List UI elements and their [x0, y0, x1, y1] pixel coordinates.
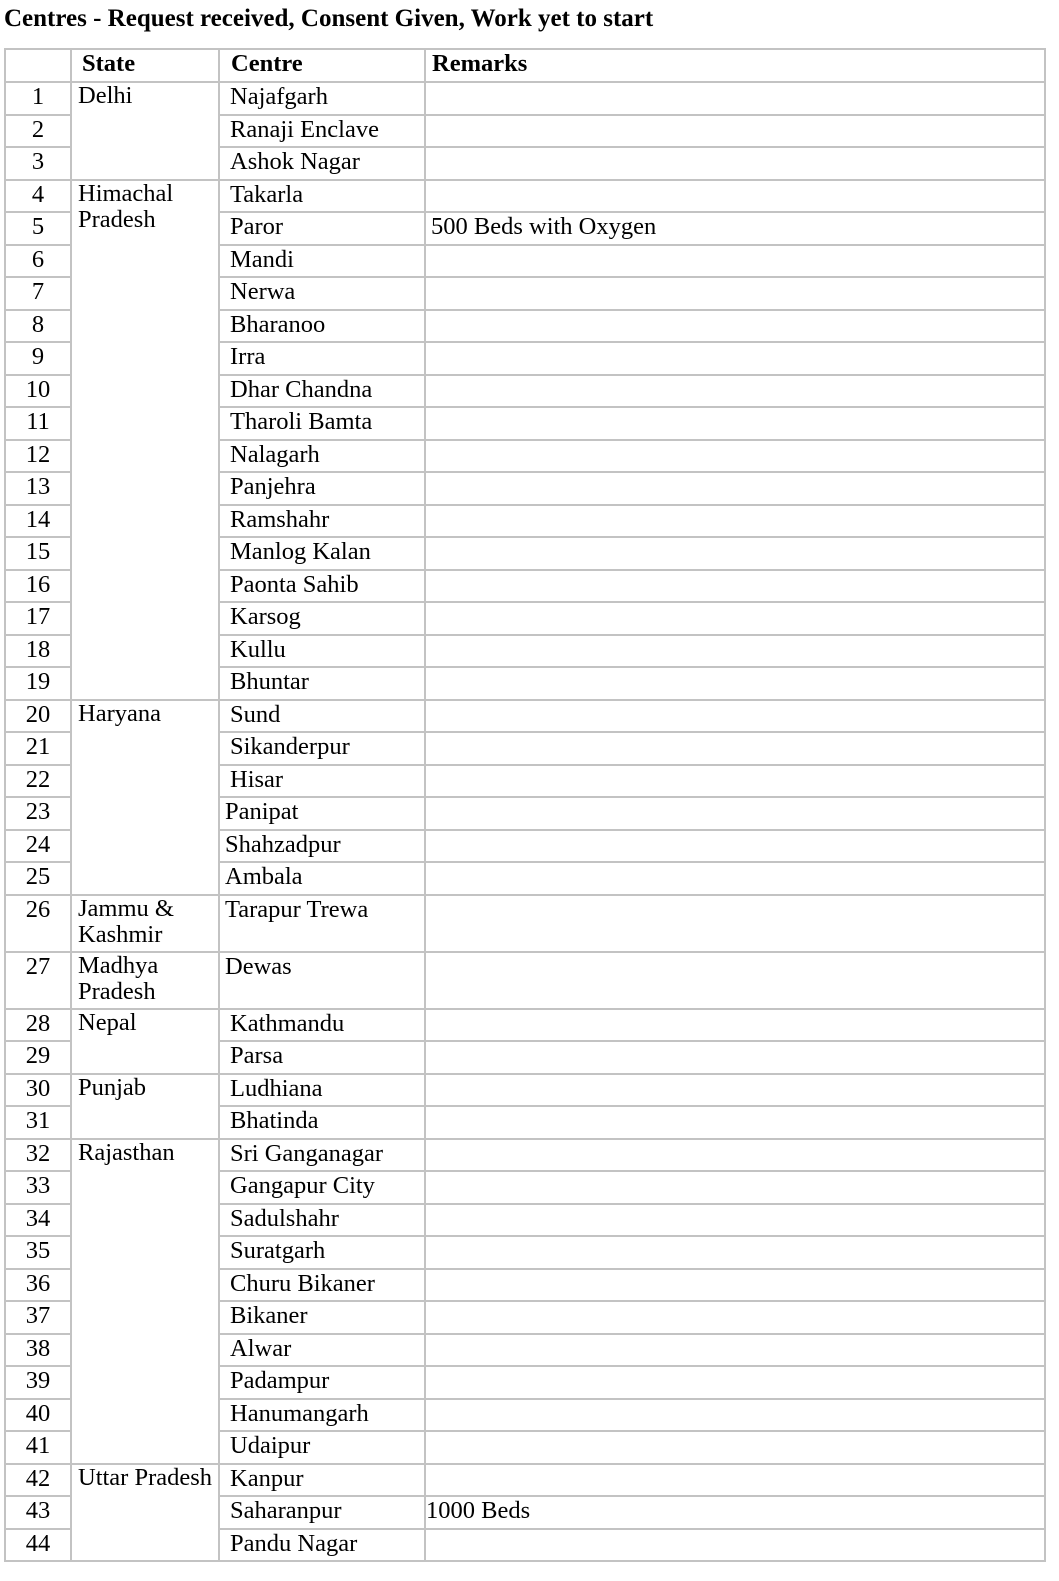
remarks-cell [425, 1301, 1045, 1334]
row-number: 2 [5, 115, 71, 148]
remarks-cell [425, 830, 1045, 863]
centre-cell: Ranaji Enclave [219, 115, 425, 148]
table-row [5, 1009, 1045, 1042]
row-number: 20 [5, 700, 71, 733]
header-centre: Centre [219, 49, 425, 82]
centre-cell: Ambala [219, 862, 425, 895]
state-cell: Himachal Pradesh [71, 180, 219, 700]
row-number: 18 [5, 635, 71, 668]
state-cell: Punjab [71, 1074, 219, 1139]
row-number: 36 [5, 1269, 71, 1302]
centre-cell: Paror [219, 212, 425, 245]
row-number: 6 [5, 245, 71, 278]
centre-cell: Ashok Nagar [219, 147, 425, 180]
row-number: 33 [5, 1171, 71, 1204]
row-number: 43 [5, 1496, 71, 1529]
row-number: 44 [5, 1529, 71, 1562]
centre-cell: Nerwa [219, 277, 425, 310]
row-number: 5 [5, 212, 71, 245]
centre-cell: Kanpur [219, 1464, 425, 1497]
remarks-cell [425, 1171, 1045, 1204]
centre-cell: Bhuntar [219, 667, 425, 700]
centre-cell: Karsog [219, 602, 425, 635]
remarks-cell [425, 1009, 1045, 1042]
remarks-cell [425, 1269, 1045, 1302]
row-number: 39 [5, 1366, 71, 1399]
row-number: 37 [5, 1301, 71, 1334]
centre-cell: Bharanoo [219, 310, 425, 343]
centre-cell: Panipat [219, 797, 425, 830]
row-number: 32 [5, 1139, 71, 1172]
remarks-cell [425, 700, 1045, 733]
row-number: 10 [5, 375, 71, 408]
remarks-cell: 1000 Beds [425, 1496, 1045, 1529]
remarks-cell [425, 1074, 1045, 1107]
remarks-cell [425, 245, 1045, 278]
centre-cell: Parsa [219, 1041, 425, 1074]
remarks-cell [425, 895, 1045, 952]
row-number: 42 [5, 1464, 71, 1497]
remarks-cell [425, 732, 1045, 765]
state-cell: Madhya Pradesh [71, 952, 219, 1009]
remarks-cell [425, 667, 1045, 700]
table-row [5, 1139, 1045, 1172]
row-number: 26 [5, 895, 71, 952]
remarks-cell: 500 Beds with Oxygen [425, 212, 1045, 245]
row-number: 16 [5, 570, 71, 603]
remarks-cell [425, 1399, 1045, 1432]
row-number: 7 [5, 277, 71, 310]
row-number: 19 [5, 667, 71, 700]
centre-cell: Tharoli Bamta [219, 407, 425, 440]
centre-cell: Irra [219, 342, 425, 375]
remarks-cell [425, 602, 1045, 635]
remarks-cell [425, 1464, 1045, 1497]
remarks-cell [425, 277, 1045, 310]
remarks-cell [425, 82, 1045, 115]
remarks-cell [425, 797, 1045, 830]
header-number [5, 49, 71, 82]
row-number: 40 [5, 1399, 71, 1432]
centre-cell: Bikaner [219, 1301, 425, 1334]
centre-cell: Dhar Chandna [219, 375, 425, 408]
table-row [5, 82, 1045, 115]
remarks-cell [425, 147, 1045, 180]
remarks-cell [425, 570, 1045, 603]
centre-cell: Dewas [219, 952, 425, 1009]
centre-cell: Shahzadpur [219, 830, 425, 863]
remarks-cell [425, 505, 1045, 538]
row-number: 22 [5, 765, 71, 798]
row-number: 25 [5, 862, 71, 895]
state-cell: Haryana [71, 700, 219, 895]
table-row [5, 952, 1045, 1009]
remarks-cell [425, 407, 1045, 440]
centre-cell: Panjehra [219, 472, 425, 505]
centre-cell: Takarla [219, 180, 425, 213]
centre-cell: Pandu Nagar [219, 1529, 425, 1562]
remarks-cell [425, 342, 1045, 375]
centres-table [4, 48, 1046, 1562]
remarks-cell [425, 1204, 1045, 1237]
remarks-cell [425, 115, 1045, 148]
centre-cell: Gangapur City [219, 1171, 425, 1204]
row-number: 21 [5, 732, 71, 765]
row-number: 30 [5, 1074, 71, 1107]
header-state: State [71, 49, 219, 82]
table-row [5, 180, 1045, 213]
centre-cell: Ramshahr [219, 505, 425, 538]
remarks-cell [425, 1431, 1045, 1464]
row-number: 31 [5, 1106, 71, 1139]
centre-cell: Padampur [219, 1366, 425, 1399]
row-number: 27 [5, 952, 71, 1009]
row-number: 4 [5, 180, 71, 213]
header-remarks: Remarks [425, 49, 1045, 82]
centre-cell: Nalagarh [219, 440, 425, 473]
remarks-cell [425, 1334, 1045, 1367]
remarks-cell [425, 1106, 1045, 1139]
centre-cell: Sri Ganganagar [219, 1139, 425, 1172]
page-title: Centres - Request received, Consent Given, Work yet to start [4, 5, 654, 32]
row-number: 38 [5, 1334, 71, 1367]
remarks-cell [425, 1529, 1045, 1562]
remarks-cell [425, 635, 1045, 668]
row-number: 12 [5, 440, 71, 473]
table-row [5, 895, 1045, 952]
table-row [5, 700, 1045, 733]
remarks-cell [425, 375, 1045, 408]
centre-cell: Bhatinda [219, 1106, 425, 1139]
centre-cell: Sadulshahr [219, 1204, 425, 1237]
row-number: 24 [5, 830, 71, 863]
remarks-cell [425, 765, 1045, 798]
table-row [5, 1464, 1045, 1497]
centre-cell: Paonta Sahib [219, 570, 425, 603]
row-number: 35 [5, 1236, 71, 1269]
row-number: 23 [5, 797, 71, 830]
row-number: 11 [5, 407, 71, 440]
remarks-cell [425, 180, 1045, 213]
row-number: 14 [5, 505, 71, 538]
state-cell: Uttar Pradesh [71, 1464, 219, 1562]
row-number: 9 [5, 342, 71, 375]
centre-cell: Sund [219, 700, 425, 733]
table-body [5, 82, 1045, 1561]
state-cell: Delhi [71, 82, 219, 180]
centre-cell: Hanumangarh [219, 1399, 425, 1432]
row-number: 3 [5, 147, 71, 180]
remarks-cell [425, 472, 1045, 505]
centre-cell: Churu Bikaner [219, 1269, 425, 1302]
remarks-cell [425, 862, 1045, 895]
centre-cell: Udaipur [219, 1431, 425, 1464]
centre-cell: Kathmandu [219, 1009, 425, 1042]
centre-cell: Kullu [219, 635, 425, 668]
row-number: 8 [5, 310, 71, 343]
remarks-cell [425, 1236, 1045, 1269]
remarks-cell [425, 952, 1045, 1009]
centre-cell: Najafgarh [219, 82, 425, 115]
row-number: 13 [5, 472, 71, 505]
centre-cell: Tarapur Trewa [219, 895, 425, 952]
row-number: 1 [5, 82, 71, 115]
centre-cell: Sikanderpur [219, 732, 425, 765]
state-cell: Nepal [71, 1009, 219, 1074]
centre-cell: Suratgarh [219, 1236, 425, 1269]
row-number: 34 [5, 1204, 71, 1237]
row-number: 15 [5, 537, 71, 570]
centre-cell: Saharanpur [219, 1496, 425, 1529]
centre-cell: Hisar [219, 765, 425, 798]
centre-cell: Alwar [219, 1334, 425, 1367]
row-number: 17 [5, 602, 71, 635]
state-cell: Jammu & Kashmir [71, 895, 219, 952]
header-row [5, 49, 1045, 82]
remarks-cell [425, 310, 1045, 343]
row-number: 28 [5, 1009, 71, 1042]
remarks-cell [425, 1139, 1045, 1172]
row-number: 41 [5, 1431, 71, 1464]
remarks-cell [425, 1041, 1045, 1074]
centre-cell: Ludhiana [219, 1074, 425, 1107]
centre-cell: Manlog Kalan [219, 537, 425, 570]
state-cell: Rajasthan [71, 1139, 219, 1464]
remarks-cell [425, 537, 1045, 570]
remarks-cell [425, 1366, 1045, 1399]
table-row [5, 1074, 1045, 1107]
row-number: 29 [5, 1041, 71, 1074]
remarks-cell [425, 440, 1045, 473]
centre-cell: Mandi [219, 245, 425, 278]
